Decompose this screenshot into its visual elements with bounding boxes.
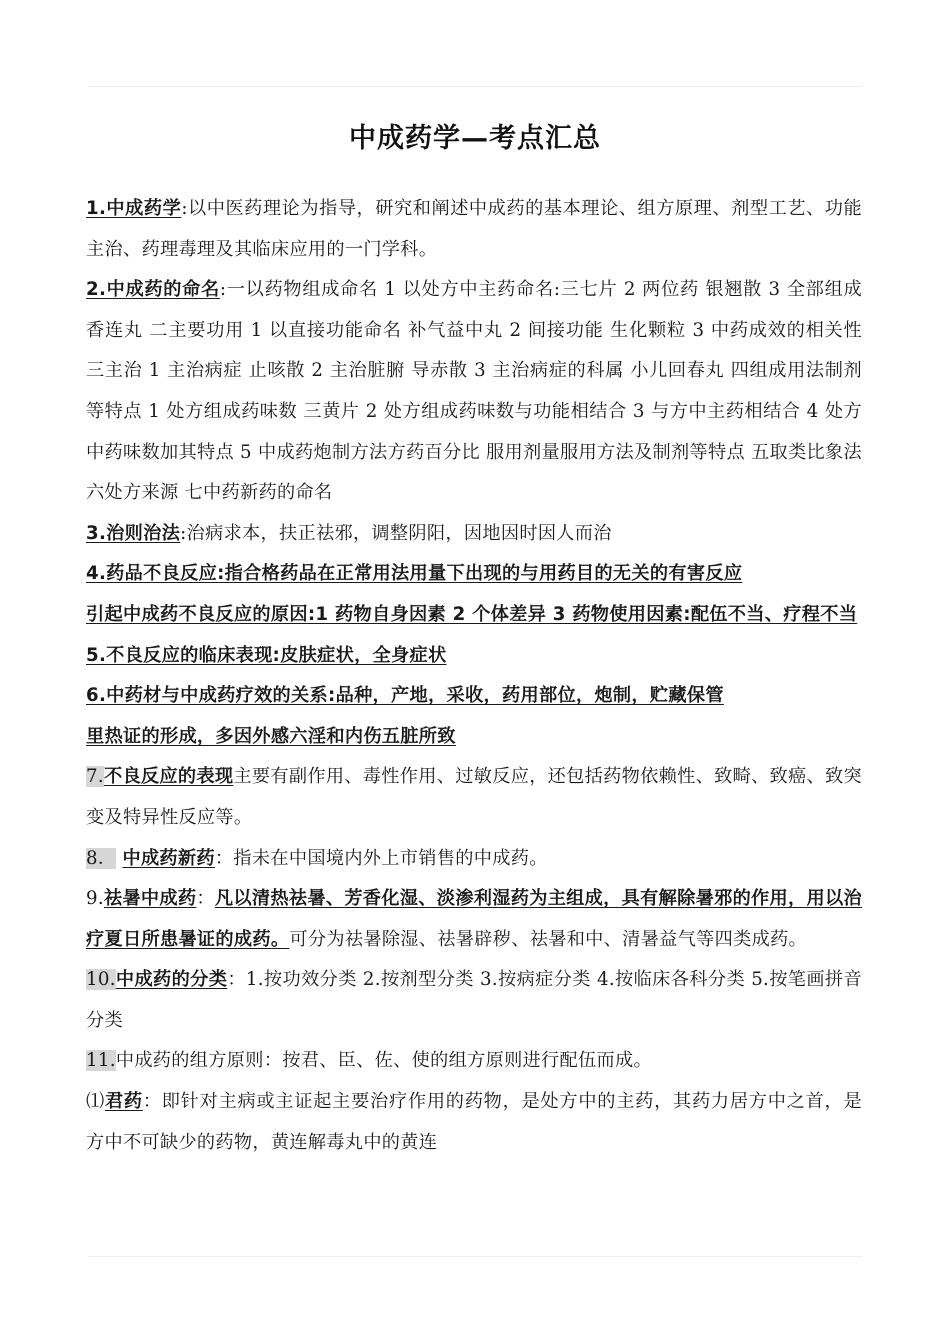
- item-9-body: 可分为祛暑除湿、祛暑辟秽、祛暑和中、清暑益气等四类成药。: [289, 928, 808, 950]
- item-10: [86, 960, 862, 1041]
- item-1-heading: 1.中成药学: [86, 198, 182, 219]
- item-8-body: ：指未在中国境内外上市销售的中成药。: [214, 847, 548, 869]
- page-title: 中成药学—考点汇总: [349, 123, 601, 154]
- item-11: [86, 1041, 862, 1082]
- item-1: [86, 189, 862, 270]
- item-8-number: 8．: [86, 847, 117, 869]
- item-6-relation: 6.中药材与中成药疗效的关系:品种，产地，采收，药用部位，炮制，贮藏保管: [86, 685, 724, 707]
- item-2-heading: 2.中成药的命名: [86, 279, 220, 301]
- item-10-number: 10.: [86, 969, 116, 991]
- item-9-definition: 凡以清热祛暑、芳香化湿、淡渗利湿药为主组成，具有解除暑邪的作用，用以治疗夏日所患暑证的成药。: [86, 888, 862, 950]
- item-11-body: 中成药的组方原则：按君、臣、佐、使的组方原则进行配伍而成。: [115, 1050, 652, 1072]
- item-7: [86, 757, 862, 838]
- item-8-heading: 中成药新药: [122, 847, 215, 869]
- item-12-heading: 君药: [104, 1091, 143, 1113]
- item-12-number: ⑴: [86, 1091, 105, 1113]
- item-9-heading: 祛暑中成药: [103, 888, 197, 910]
- item-3-heading: 3.治则治法: [86, 522, 181, 544]
- item-12: [86, 1082, 862, 1163]
- item-4-causes: 引起中成药不良反应的原因:1 药物自身因素 2 个体差异 3 药物使用因素:配伍不当、疗程不当: [86, 603, 858, 625]
- item-2: [86, 270, 862, 514]
- item-6-note: 里热证的形成，多因外感六淫和内伤五脏所致: [86, 725, 456, 747]
- bottom-divider: [88, 1256, 862, 1257]
- item-8: [86, 839, 862, 880]
- item-3-body: :治病求本，扶正祛邪，调整阴阳，因地因时因人而治: [180, 522, 612, 544]
- item-10-body: ：1.按功效分类 2.按剂型分类 3.按病症分类 4.按临床各科分类 5.按笔画拼音分类: [86, 969, 862, 1031]
- item-7-number: 7.: [86, 766, 104, 788]
- item-7-body: 主要有副作用、毒性作用、过敏反应，还包括药物依赖性、致畸、致癌、致突变及特异性反应等。: [86, 766, 862, 828]
- item-12-body: ：即针对主病或主证起主要治疗作用的药物，是处方中的主药，其药力居方中之首，是方中不可缺少的药物，黄连解毒丸中的黄连: [86, 1091, 862, 1153]
- item-9-separator: ：: [196, 888, 215, 910]
- document-body: [86, 189, 862, 1163]
- item-7-heading: 不良反应的表现: [103, 766, 234, 788]
- top-divider: [88, 86, 862, 87]
- item-9: [86, 879, 862, 960]
- item-11-number: 11.: [86, 1050, 116, 1072]
- item-5: 5.不良反应的临床表现:皮肤症状，全身症状: [86, 644, 447, 666]
- item-1-body: :以中医药理论为指导，研究和阐述中成药的基本理论、组方原理、剂型工艺、功能主治、药理毒理及其临床应用的一门学科。: [86, 198, 862, 260]
- item-4-definition: 4.药品不良反应:指合格药品在正常用法用量下出现的与用药目的无关的有害反应: [86, 563, 743, 585]
- item-10-heading: 中成药的分类: [115, 969, 228, 991]
- item-3: [86, 514, 862, 555]
- item-9-number: 9.: [86, 888, 104, 910]
- item-2-body: :一以药物组成命名 1 以处方中主药命名:三七片 2 两位药 银翘散 3 全部组成 香连丸 二主要功用 1 以直接功能命名 补气益中丸 2 间接功能 生化颗粒 3 中药成效的相关性 三主治 1 主治病症 止咳散 2 主治脏腑 导赤散 3 主治病症的科属 小儿回春丸 四组成用法制剂等特点 1 处方组成药味数 三黄片 2 处方组成药味数与功能相结合 3 与方中主药相结合 4 处方中药味数加其特点 5 中成药炮制方法方药百分比 服用剂量服用方法及制剂等特点 五取类比象法 六处方来源 七中药新药的命名: [86, 279, 862, 504]
